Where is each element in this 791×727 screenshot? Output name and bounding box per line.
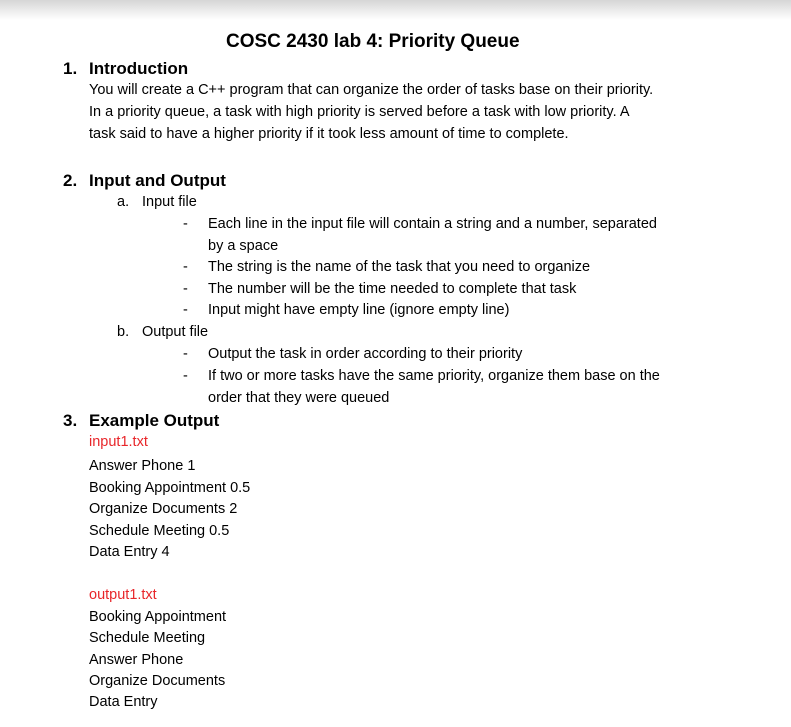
intro-line-2: In a priority queue, a task with high priority is served before a task with low priority. A	[89, 104, 630, 120]
output-line-4: Organize Documents	[89, 673, 226, 689]
subsection-a-label: Input file	[142, 194, 197, 210]
bullet-dash: -	[183, 302, 188, 318]
input-line-4: Schedule Meeting 0.5	[89, 523, 230, 539]
bullet-dash: -	[183, 216, 188, 232]
output-line-2: Schedule Meeting	[89, 630, 206, 646]
input-bullet-2: The string is the name of the task that you need to organize	[208, 259, 591, 275]
input-bullet-3: The number will be the time needed to complete that task	[208, 281, 577, 297]
bullet-dash: -	[183, 346, 188, 362]
subsection-a-marker: a.	[117, 194, 130, 210]
section-3-number: 3.	[63, 411, 78, 430]
section-3-heading: Example Output	[89, 411, 220, 430]
input-bullet-4: Input might have empty line (ignore empty line)	[208, 302, 510, 318]
input-filename: input1.txt	[89, 434, 148, 450]
section-1-heading: Introduction	[89, 59, 189, 78]
bullet-dash: -	[183, 368, 188, 384]
section-1-number: 1.	[63, 59, 78, 78]
section-2-number: 2.	[63, 171, 78, 190]
input-bullet-1-line-2: by a space	[208, 238, 279, 254]
input-line-2: Booking Appointment 0.5	[89, 480, 251, 496]
output-bullet-2-line-1: If two or more tasks have the same priority, organize them base on the	[208, 368, 660, 384]
output-line-5: Data Entry	[89, 694, 158, 710]
bullet-dash: -	[183, 259, 188, 275]
intro-line-1: You will create a C++ program that can organize the order of tasks base on their priority.	[89, 82, 654, 98]
output-filename: output1.txt	[89, 587, 157, 603]
output-bullet-2-line-2: order that they were queued	[208, 390, 390, 406]
input-line-5: Data Entry 4	[89, 544, 170, 560]
output-line-3: Answer Phone	[89, 652, 184, 668]
output-line-1: Booking Appointment	[89, 609, 227, 625]
intro-line-3: task said to have a higher priority if it took less amount of time to complete.	[89, 126, 569, 142]
input-bullet-1-line-1: Each line in the input file will contain a string and a number, separated	[208, 216, 657, 232]
output-bullet-1: Output the task in order according to their priority	[208, 346, 523, 362]
subsection-b-label: Output file	[142, 324, 209, 340]
subsection-b-marker: b.	[117, 324, 130, 340]
section-2-heading: Input and Output	[89, 171, 226, 190]
bullet-dash: -	[183, 281, 188, 297]
document-title: COSC 2430 lab 4: Priority Queue	[226, 31, 520, 52]
input-line-1: Answer Phone 1	[89, 458, 196, 474]
input-line-3: Organize Documents 2	[89, 501, 238, 517]
